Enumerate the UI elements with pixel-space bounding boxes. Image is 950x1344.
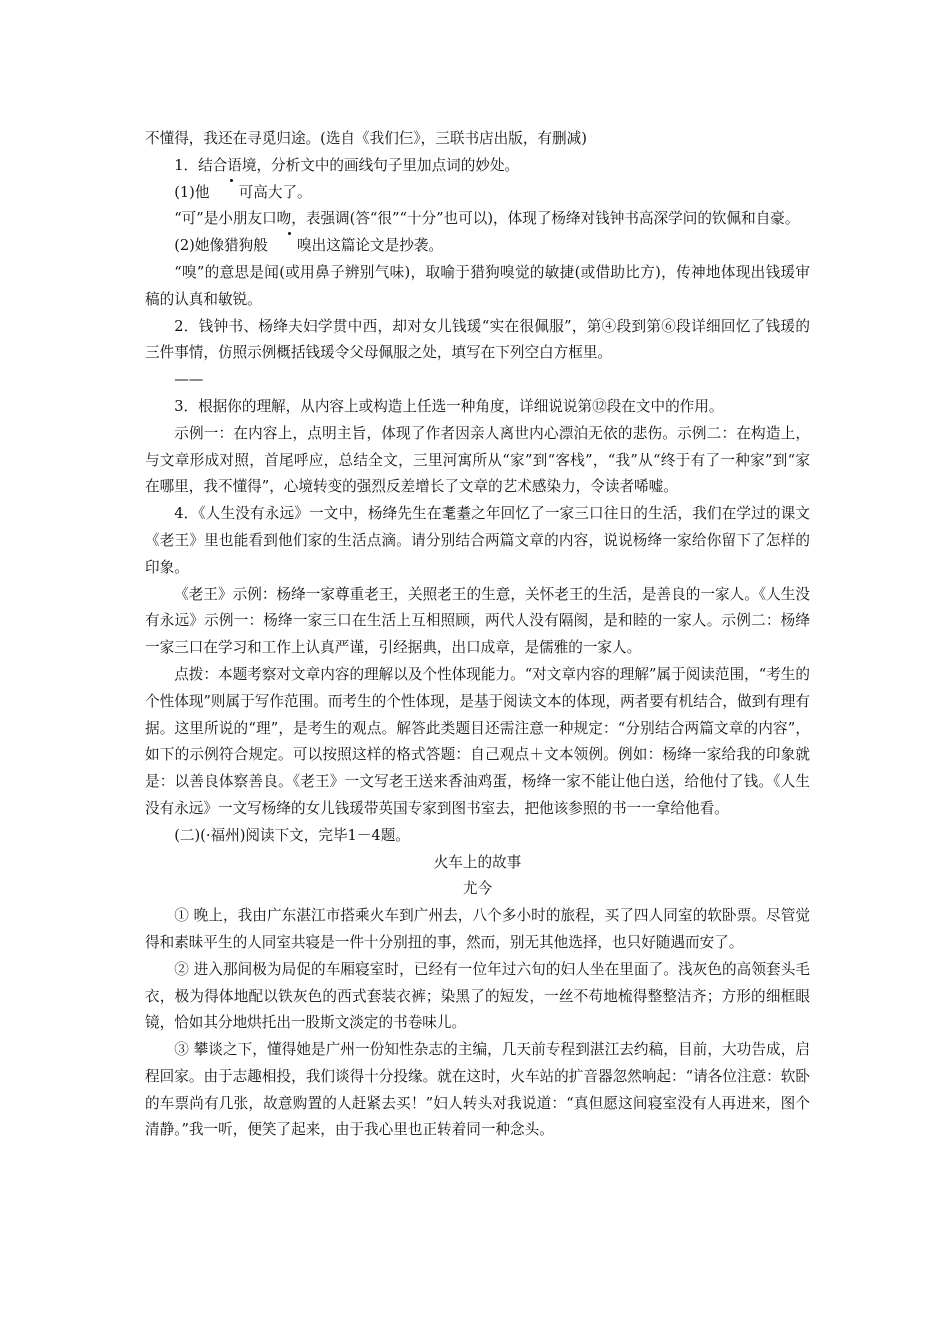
answer-4: 《老王》示例：杨绛一家尊重老王，关照老王的生意，关怀老王的生活，是善良的一家人。《人生没有永远》示例一：杨绛一家三口在生活上互相照顾，两代人没有隔阂，是和睦的一家人。示例二：杨绛一家三口在学习和工作上认真严谨，引经据典，出口成章，是儒雅的一家人。 [145,585,810,657]
article-paragraph-3: ③ 攀谈之下，懂得她是广州一份知性杂志的主编，几天前专程到湛江去约稿，目前，大功告成，启程回家。由于志趣相投，我们谈得十分投缘。就在这时，火车站的扩音器忽然响起：“请各位注意：软卧的车票尚有几张，故意购置的人赶紧去买！”妇人转头对我说道：“真但愿这间寝室没有人再进来，图个清静。”我一听，便笑了起来，由于我心里也正转着同一种念头。 [145,1041,810,1139]
answer-2-dash: —— [174,371,204,389]
answer-3: 示例一：在内容上，点明主旨，体现了作者因亲人离世内心漂泊无依的悲伤。示例二：在构造上，与文章形成对照，首尾呼应，总结全文，三里河寓所从“家”到“客栈”，“我”从“终于有了一种家”到“家在哪里，我不懂得”，心境转变的强烈反差增长了文章的艺术感染力，令读者唏嘘。 [145,424,810,496]
article-title: 火车上的故事 [433,853,522,871]
closing-line: 不懂得，我还在寻觅归途。(选自《我们仨》，三联书店出版，有删减) [145,130,587,147]
emphasis-dot-word: 可 [209,180,253,207]
article-paragraph-1: ① 晚上，我由广东湛江市搭乘火车到广州去，八个多小时的旅程，买了四人同室的软卧票。尽管觉得和素昧平生的人同室共寝是一件十分别扭的事，然而，别无其他选择，也只好随遇而安了。 [145,907,810,951]
question-1: 1．结合语境，分析文中的画线句子里加点词的妙处。 [174,156,520,174]
article-author: 尤今 [462,880,493,898]
question-2: 2．钱钟书、杨绛夫妇学贯中西，却对女儿钱瑗“实在很佩服”，第④段到第⑥段详细回忆了钱瑗的三件事情，仿照示例概括钱瑗令父母佩服之处，填写在下列空白方框里。 [145,317,810,362]
emphasis-dot-word: 嗅 [268,233,312,260]
article-paragraph-2: ② 进入那间极为局促的车厢寝室时，已经有一位年过六旬的妇人坐在里面了。浅灰色的高领套头毛衣，极为得体地配以铁灰色的西式套装衣裤；染黑了的短发，一丝不苟地梳得整整洁齐；方形的细框眼镜，恰如其分地烘托出一股斯文淡定的书卷味儿。 [145,960,810,1032]
question-3: 3．根据你的理解，从内容上或构造上任选一种角度，详细说说第⑫段在文中的作用。 [174,397,724,415]
question-1-item-2: (2)她像猎狗般 嗅出这篇论文是抄袭。 [145,233,810,260]
question-1-item-1: (1)他 可高大了。 [145,180,810,207]
document-page [145,126,810,1144]
question-4: 4．《人生没有永远》一文中，杨绛先生在耄耋之年回忆了一家三口往日的生活，我们在学过的课文《老王》里也能看到他们家的生活点滴。请分别结合两篇文章的内容，说说杨绛一家给你留下了怎样的印象。 [145,505,810,576]
answer-1-item-1: “可”是小朋友口吻，表强调(答“很”“十分”也可以)，体现了杨绛对钱钟书高深学问的钦佩和自豪。 [174,210,800,228]
answer-4-tip: 点拨：本题考察对文章内容的理解以及个性体现能力。“对文章内容的理解”属于阅读范围，“考生的个性体现”则属于写作范围。而考生的个性体现，是基于阅读文本的体现，两者要有机结合，做到有理有据。这里所说的“理”，是考生的观点。解答此类题目还需注意一种规定：“分别结合两篇文章的内容”，如下的示例符合规定。可以按照这样的格式答题：自己观点＋文本领例。例如：杨绛一家给我的印象就是：以善良体察善良。《老王》一文写老王送来香油鸡蛋，杨绛一家不能让他白送，给他付了钱。《人生没有永远》一文写杨绛的女儿钱瑗带英国专家到图书室去，把他该参照的书一一拿给他看。 [145,665,810,817]
answer-1-item-2: “嗅”的意思是闻(或用鼻子辨别气味)，取喻于猎狗嗅觉的敏捷(或借助比方)，传神地体现出钱瑗审稿的认真和敏锐。 [145,263,810,308]
section-2-heading: (二)(·福州)阅读下文，完毕1－4题。 [174,826,410,844]
